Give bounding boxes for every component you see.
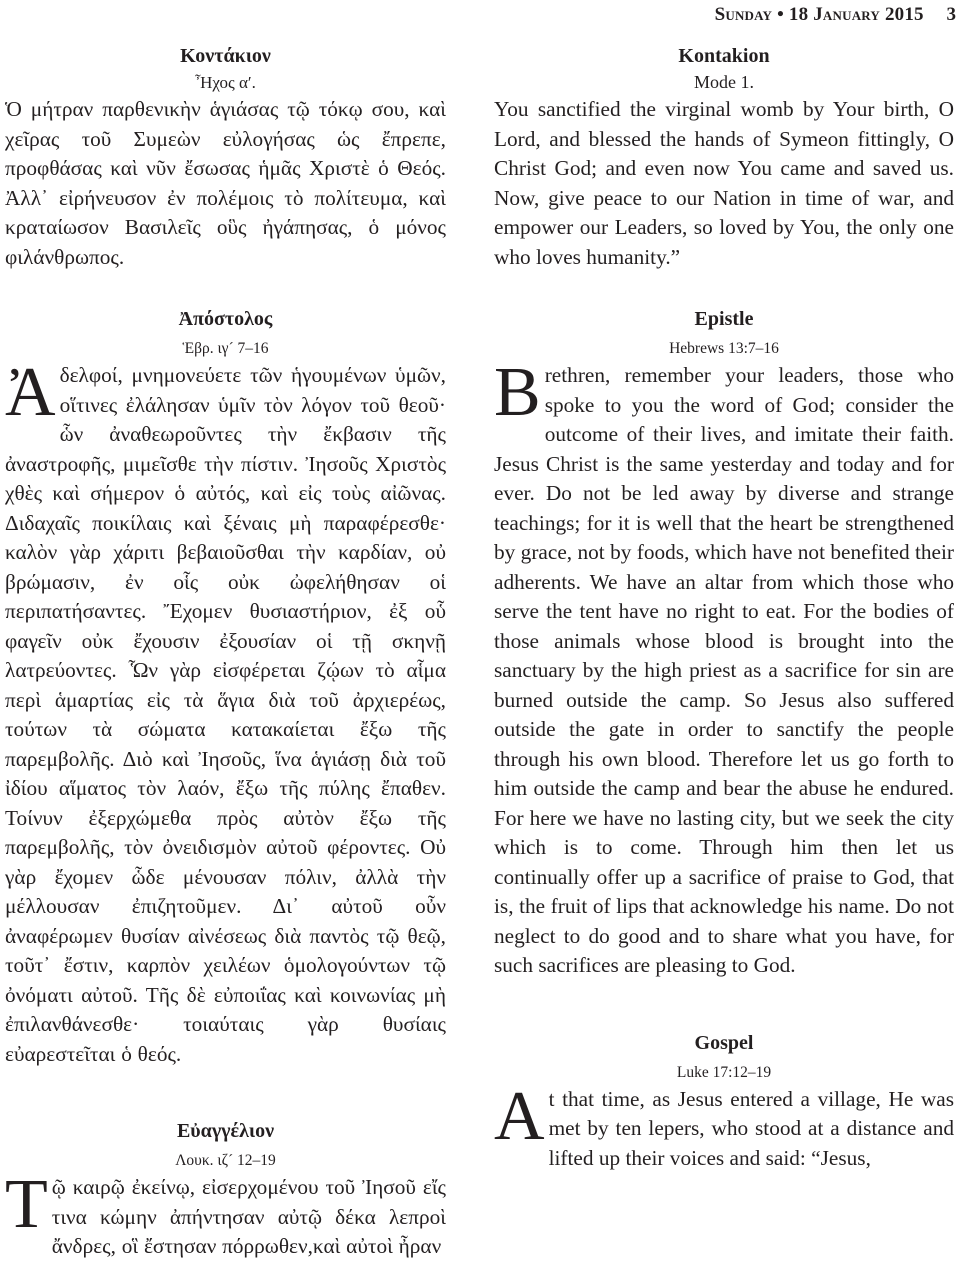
english-kontakion-text: You sanctified the virginal womb by Your birth, O Lord, and blessed the hands of Symeon fittingly, O Christ God; and even now You came and saved us. Now, give peace to our Nation in time of war, and empower our Leaders, so loved by You, the only one who loves humanity.” (494, 97, 954, 269)
english-epistle-section (494, 305, 954, 981)
greek-gospel-paragraph (5, 1166, 446, 1262)
english-epistle-reference: Hebrews 13:7–16 (669, 340, 779, 357)
english-gospel-reference: Luke 17:12–19 (676, 1063, 772, 1081)
english-kontakion-section (494, 42, 954, 272)
greek-column (5, 42, 446, 1262)
greek-gospel-drop-cap: Τ (5, 1166, 48, 1243)
english-epistle-paragraph (494, 354, 954, 981)
greek-kontakion-title: Κοντάκιον (180, 45, 271, 67)
english-gospel-drop-cap: A (494, 1077, 545, 1155)
english-gospel-text: t that time, as Jesus entered a village, He was met by ten lepers, who stood at a distance and lifted up their voices and said: “Jesus, (548, 1086, 954, 1170)
greek-kontakion-text: Ὁ μήτραν παρθενικὴν ἁγιάσας τῷ τόκῳ σου, καὶ χεῖρας τοῦ Συμεὼν εὐλογήσας ὡς ἔπρεπε, προφθάσας καὶ νῦν ἔσωσας ἡμᾶς Χριστὲ ὁ Θεός. Ἀλλ᾽ εἰρήνευσον ἐν πολέμοις τὸ πολίτευμα, καὶ κραταίωσον Βασιλεῖς οὓς ἠγάπησας, ὁ μόνος φιλάνθρωπος. (5, 97, 446, 269)
page-number: 3 (946, 4, 956, 25)
running-head-date: Sunday • 18 January 2015 (714, 4, 924, 25)
english-epistle-text: rethren, remember your leaders, those who spoke to you the word of God; consider the outcome of their lives, and imitate their faith. Jesus Christ is the same yesterday and today and for ever. Do not be led away by diverse and strange teachings; for it is well that the heart be strengthened by grace, not by foods, which have not benefited their adherents. We have an altar from which those who serve the tent have no right to eat. For the bodies of those animals whose blood is brought into the sanctuary by the high priest as a sacrifice for sin are burned outside the camp. So Jesus also suffered outside the gate in order to sanctify the people through his own blood. Therefore let us go forth to him outside the camp and bear the abuse he endured. For here we have no lasting city, but we seek the city which is to come. Through him then let us continually offer up a sacrifice of praise to God, that is, the fruit of lips that acknowledge his name. Do not neglect to do good and to share what you have, for such sacrifices are pleasing to God. (494, 363, 954, 977)
greek-epistle-reference: Ἑβρ. ιγ´ 7–16 (182, 340, 269, 357)
english-gospel-section (494, 1029, 954, 1174)
greek-gospel-title: Εὐαγγέλιον (176, 1120, 275, 1142)
greek-epistle-drop-cap: Ἀ (5, 354, 56, 431)
greek-epistle-text: δελφοί, μνημονεύετε τῶν ἡγουμένων ὑμῶν, οἵτινες ἐλάλησαν ὑμῖν τὸν λόγον τοῦ θεοῦ· ὧν ἀναθεωροῦντες τὴν ἔκβασιν τῆς ἀναστροφῆς, μιμεῖσθε τὴν πίστιν. Ἰησοῦς Χριστὸς χθὲς καὶ σήμερον ὁ αὐτός, καὶ εἰς τοὺς αἰῶνας. Διδαχαῖς ποικίλαις καὶ ξέναις μὴ παραφέρεσθε· καλὸν γὰρ χάριτι βεβαιοῦσθαι τὴν καρδίαν, οὐ βρώμασιν, ἐν οἷς οὐκ ὠφελήθησαν οἱ περιπατήσαντες. Ἔχομεν θυσιαστήριον, ἐξ οὗ φαγεῖν οὐκ ἔχουσιν ἐξουσίαν οἱ τῇ σκηνῇ λατρεύοντες. Ὧν γὰρ εἰσφέρεται ζῴων τὸ αἷμα περὶ ἁμαρτίας εἰς τὰ ἅγια διὰ τοῦ ἀρχιερέως, τούτων τὰ σώματα κατακαίεται ἔξω τῆς παρεμβολῆς. Διὸ καὶ Ἰησοῦς, ἵνα ἁγιάσῃ διὰ τοῦ ἰδίου αἵματος τὸν λαόν, ἔξω τῆς πύλης ἔπαθεν. Τοίνυν ἐξερχώμεθα πρὸς αὐτὸν ἔξω τῆς παρεμβολῆς, τὸν ὀνειδισμὸν αὐτοῦ φέροντες. Οὐ γὰρ ἔχομεν ὧδε μένουσαν πόλιν, ἀλλὰ τὴν μέλλουσαν ἐπιζητοῦμεν. Δι᾽ αὐτοῦ οὖν ἀναφέρωμεν θυσίαν αἰνέσεως διὰ παντὸς τῷ θεῷ, τοῦτ᾽ ἔστιν, καρπὸν χειλέων ὁμολογούντων τῷ ὀνόματι αὐτοῦ. Τῆς δὲ εὐποιΐας καὶ κοινωνίας μὴ ἐπιλανθάνεσθε· τοιαύταις γὰρ θυσίαις εὐαρεστεῖται ὁ θεός. (5, 363, 446, 1066)
english-epistle-title: Epistle (694, 308, 754, 330)
greek-epistle-section (5, 305, 446, 1069)
english-gospel-title: Gospel (694, 1031, 754, 1054)
greek-gospel-reference: Λουκ. ιζ´ 12–19 (175, 1152, 276, 1169)
greek-kontakion-mode: Ἦχος αʹ. (195, 73, 256, 92)
greek-gospel-section (5, 1117, 446, 1262)
running-head-right (715, 4, 956, 26)
running-head (0, 4, 960, 32)
english-epistle-drop-cap: B (494, 354, 541, 431)
greek-epistle-paragraph (5, 354, 446, 1069)
english-kontakion-mode: Mode 1. (694, 72, 754, 92)
english-gospel-paragraph (494, 1077, 954, 1174)
greek-epistle-title: Ἀπόστολος (178, 308, 273, 330)
greek-kontakion-section (5, 42, 446, 272)
english-kontakion-title: Kontakion (678, 45, 770, 67)
english-column (494, 42, 954, 1173)
greek-gospel-text: ῷ καιρῷ ἐκείνῳ, εἰσερχομένου τοῦ Ἰησοῦ εἴς τινα κώμην ἀπήντησαν αὐτῷ δέκα λεπροὶ ἄνδρες, οἳ ἔστησαν πόρρωθεν,καὶ αὐτοὶ ἦραν (51, 1175, 446, 1258)
